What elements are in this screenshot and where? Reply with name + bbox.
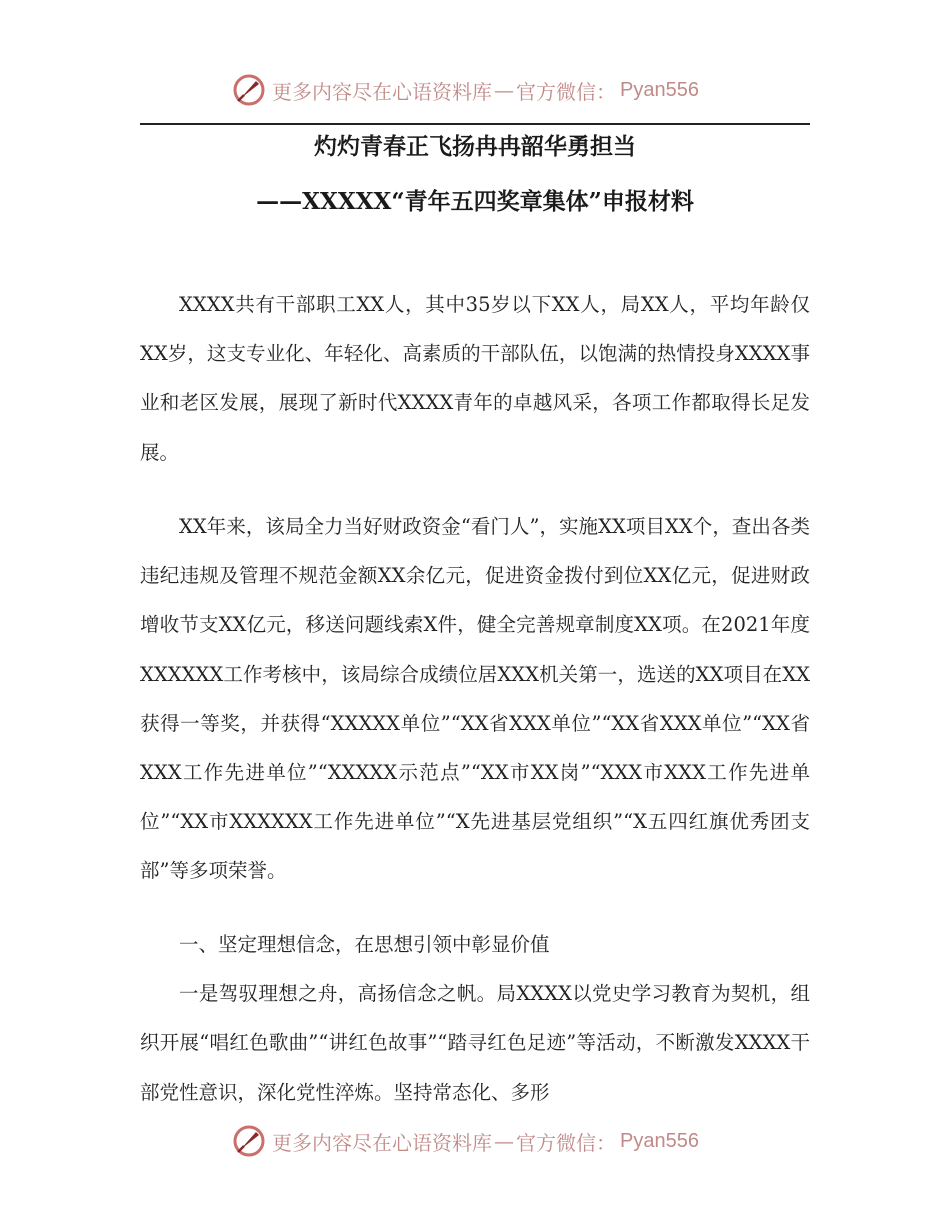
watermark-dash: —: [494, 78, 514, 102]
quill-logo-icon: [232, 73, 266, 107]
document-subtitle: ——XXXXX“青年五四奖章集体”申报材料: [256, 188, 694, 215]
paragraph-intro: [140, 280, 810, 477]
watermark-wechat-id: Pyan556: [620, 1129, 699, 1152]
quill-logo-icon: [232, 1124, 266, 1158]
watermark-text: 更多内容尽在心语资料库: [272, 1130, 492, 1155]
paragraph: XX年来，该局全力当好财政资金“看门人”，实施XX项目XX个，查出各类违纪违规及管理不规范金额XX余亿元，促进资金拨付到位XX亿元，促进财政增收节支XX亿元，移送问题线索X件，健全完善规章制度XX项。在2021年度XXXXXX工作考核中，该局综合成绩位居XXX机关第一，选送的XX项目在XX获得一等奖，并获得“XXXXX单位”“XX省XXX单位”“XX省XXX单位”“XX省XXX工作先进单位”“XXXXX示范点”“XX市XX岗”“XXX市XXX工作先进单位”“XX市XXXXXX工作先进单位”“X先进基层党组织”“X五四红旗优秀团支部”等多项荣誉。: [140, 515, 810, 883]
section-heading: 一、坚定理想信念，在思想引领中彰显价值: [179, 933, 550, 956]
watermark-wechat-id: Pyan556: [620, 78, 699, 101]
section-one: [140, 920, 810, 1117]
watermark-dash: —: [494, 1129, 514, 1153]
watermark-text: 更多内容尽在心语资料库: [272, 79, 492, 104]
header-rule: [140, 123, 810, 125]
watermark-label: 官方微信：: [516, 79, 616, 104]
watermark-footer: [232, 1121, 712, 1161]
paragraph-achievements: [140, 502, 810, 896]
document-title: 灼灼青春正飞扬冉冉韶华勇担当: [314, 133, 636, 160]
watermark-label: 官方微信：: [516, 1130, 616, 1155]
watermark-header: [232, 70, 712, 110]
paragraph: XXXX共有干部职工XX人，其中35岁以下XX人，局XX人，平均年龄仅XX岁，这支专业化、年轻化、高素质的干部队伍，以饱满的热情投身XXXX事业和老区发展，展现了新时代XXXX青年的卓越风采，各项工作都取得长足发展。: [140, 293, 810, 464]
paragraph: 一是驾驭理想之舟，高扬信念之帆。局XXXX以党史学习教育为契机，组织开展“唱红色歌曲”“讲红色故事”“踏寻红色足迹”等活动，不断激发XXXX干部党性意识，深化党性淬炼。坚持常态化、多形: [140, 982, 810, 1104]
